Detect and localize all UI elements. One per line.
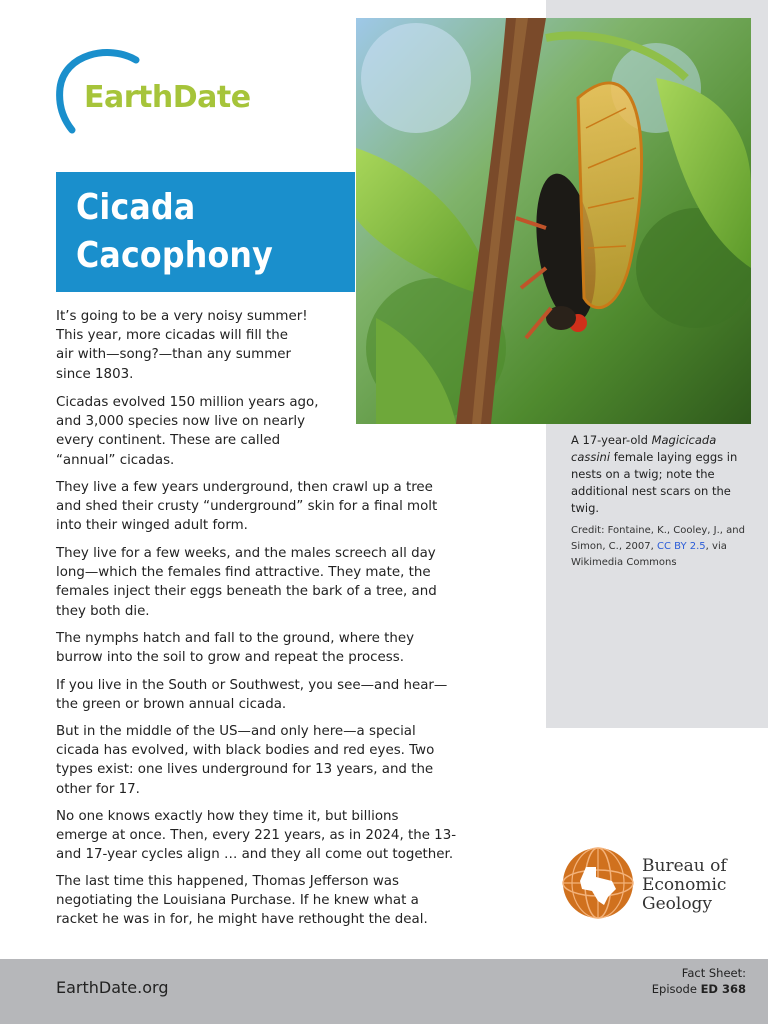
paragraph-8	[56, 807, 476, 865]
title-line-2: Cacophony	[76, 235, 273, 276]
paragraph-1	[56, 307, 476, 384]
paragraph-3	[56, 478, 476, 536]
beg-name	[642, 857, 727, 914]
text-line: No one knows exactly how they time it, but billions	[56, 809, 399, 824]
credit-suffix: , via Wikimedia Commons	[571, 541, 727, 568]
text-line: racket he was in for, he might have rethought the deal.	[56, 912, 428, 928]
episode-line	[652, 981, 746, 997]
episode-prefix: Episode	[651, 982, 701, 996]
text-line: every continent. These are called	[56, 433, 281, 449]
beg-line-3: Geology	[642, 894, 713, 914]
footer-url-link[interactable]: EarthDate.org	[56, 978, 169, 997]
photo-caption	[571, 432, 741, 517]
earthdate-logo[interactable]	[54, 46, 284, 136]
text-line: types exist: one lives underground for 13 years, and the	[56, 762, 434, 778]
text-line: But in the middle of the US—and only here—a special	[56, 724, 416, 739]
footer	[0, 959, 768, 1024]
paragraph-2	[56, 393, 476, 470]
text-line: cicada has evolved, with black bodies and red eyes. Two	[56, 743, 435, 759]
text-line: air with—song?—than any summer	[56, 347, 291, 363]
text-line: the green or brown annual cicada.	[56, 697, 287, 713]
paragraph-6	[56, 676, 476, 714]
paragraph-9	[56, 872, 476, 930]
episode-info	[652, 965, 746, 997]
text-line: If you live in the South or Southwest, you see—and hear—	[56, 678, 448, 693]
text-line: emerge at once. Then, every 221 years, as in 2024, the 13-	[56, 828, 457, 844]
text-line: They live a few years underground, then crawl up a tree	[56, 480, 433, 495]
fact-sheet-label: Fact Sheet:	[681, 966, 746, 980]
text-line: and shed their crusty “underground” skin for a final molt	[56, 499, 438, 515]
beg-line-2: Economic	[642, 875, 727, 895]
globe-texas-icon	[560, 845, 636, 921]
logo-text: EarthDate	[84, 80, 251, 115]
text-line: The nymphs hatch and fall to the ground, where they	[56, 631, 415, 646]
text-line: long—which the females find attractive. They mate, the	[56, 565, 431, 581]
text-line: negotiating the Louisiana Purchase. If he knew what a	[56, 893, 419, 909]
text-line: This year, more cicadas will fill the	[56, 328, 289, 344]
caption-part2: female laying eggs in nests on a twig; note the additional nest scars on the twig.	[571, 450, 738, 515]
beg-logo[interactable]	[560, 845, 750, 925]
text-line: since 1803.	[56, 366, 134, 382]
text-line: they both die.	[56, 603, 150, 619]
photo-credit	[571, 523, 746, 571]
caption-species: Magicicada cassini	[571, 433, 717, 464]
title-line-1: Cicada	[76, 187, 196, 228]
text-line: The last time this happened, Thomas Jefferson was	[56, 874, 399, 889]
credit-prefix: Credit: Fontaine, K., Cooley, J., and Simon, C., 2007,	[571, 525, 745, 552]
paragraph-5	[56, 629, 476, 667]
text-line: They live for a few weeks, and the males screech all day	[56, 546, 436, 561]
text-line: “annual” cicadas.	[56, 452, 175, 468]
paragraph-7	[56, 722, 476, 799]
title-box	[56, 172, 355, 292]
text-line: into their winged adult form.	[56, 518, 248, 534]
caption-part1: A 17-year-old	[571, 433, 652, 447]
text-line: Cicadas evolved 150 million years ago,	[56, 395, 319, 410]
text-line: and 3,000 species now live on nearly	[56, 414, 306, 430]
text-line: females inject their eggs beneath the bark of a tree, and	[56, 584, 437, 600]
license-link[interactable]: CC BY 2.5	[657, 541, 706, 552]
text-line: It’s going to be a very noisy summer!	[56, 309, 308, 324]
beg-line-1: Bureau of	[642, 856, 727, 876]
paragraph-4	[56, 544, 476, 621]
episode-number: ED 368	[700, 982, 746, 996]
text-line: and 17-year cycles align … and they all come out together.	[56, 847, 454, 863]
text-line: other for 17.	[56, 781, 140, 797]
text-line: burrow into the soil to grow and repeat the process.	[56, 650, 404, 666]
